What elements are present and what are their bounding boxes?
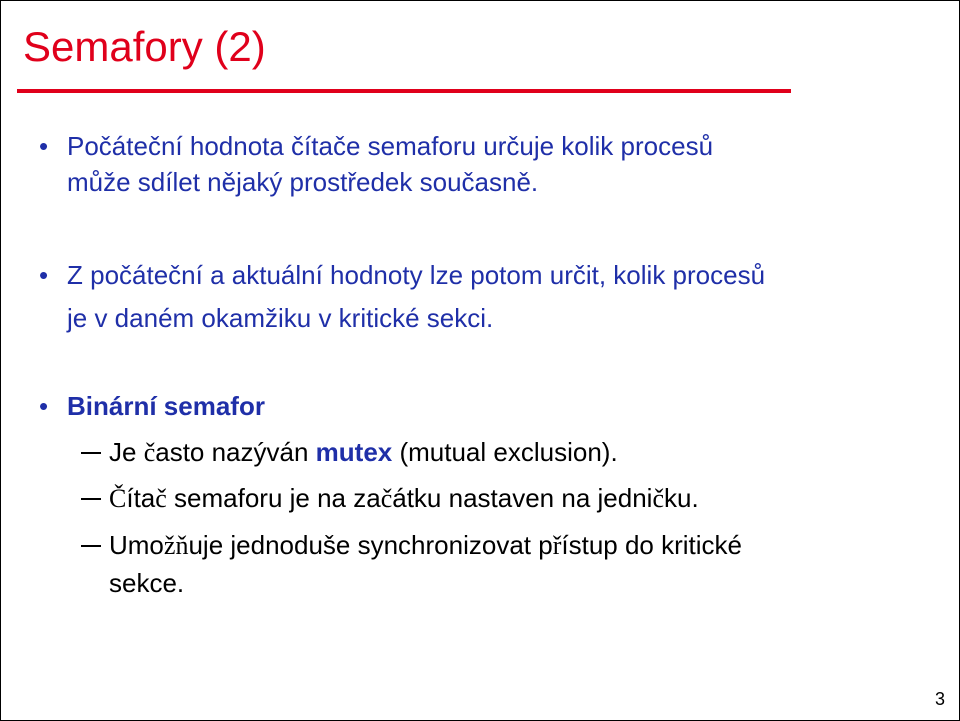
mutex-term: mutex	[315, 437, 393, 467]
bullet-1-line-1: Počáteční hodnota čítače semaforu určuje kolik procesů	[67, 131, 714, 161]
text-run: ř	[552, 531, 562, 560]
subitem-3-line-1	[109, 527, 742, 564]
text-run: č	[380, 484, 393, 513]
subitem-1-text	[109, 434, 618, 471]
text-run: uje jednoduše synchronizovat p	[188, 530, 553, 560]
dash-marker	[81, 545, 101, 547]
slide-title: Semafory (2)	[23, 23, 266, 70]
text-run: č	[143, 438, 156, 467]
bullet-dot: •	[39, 131, 49, 161]
text-run: íta	[126, 483, 156, 513]
bullet-2-line-2: je v daném okamžiku v kritické sekci.	[67, 303, 494, 333]
text-run: ístup do kritické	[561, 530, 743, 560]
subitem-3-line-2: sekce.	[109, 568, 185, 598]
text-run: asto nazýván	[155, 437, 316, 467]
bullet-dot: •	[39, 391, 49, 421]
text-run: č	[652, 484, 664, 513]
text-run: č	[155, 484, 167, 513]
title-underline	[17, 89, 791, 93]
text-run: ku.	[664, 483, 699, 513]
text-run: (mutual exclusion).	[392, 437, 618, 467]
text-run: Č	[109, 484, 127, 513]
bullet-3-line-1: Binární semafor	[67, 391, 265, 421]
text-run: Umo	[109, 530, 164, 560]
text-run: Je	[109, 437, 144, 467]
text-run: semaforu je na za	[166, 483, 381, 513]
bullet-2-line-1: Z počáteční a aktuální hodnoty lze potom určit, kolik procesů	[67, 260, 766, 290]
text-run: žň	[163, 531, 189, 560]
dash-marker	[81, 498, 101, 500]
page-number: 3	[934, 689, 945, 709]
text-run: átku nastaven na jedni	[392, 483, 653, 513]
subitem-2-text	[109, 480, 699, 517]
dash-marker	[81, 452, 101, 454]
bullet-dot: •	[39, 260, 49, 290]
bullet-1-line-2: může sdílet nějaký prostředek současně.	[67, 167, 539, 197]
